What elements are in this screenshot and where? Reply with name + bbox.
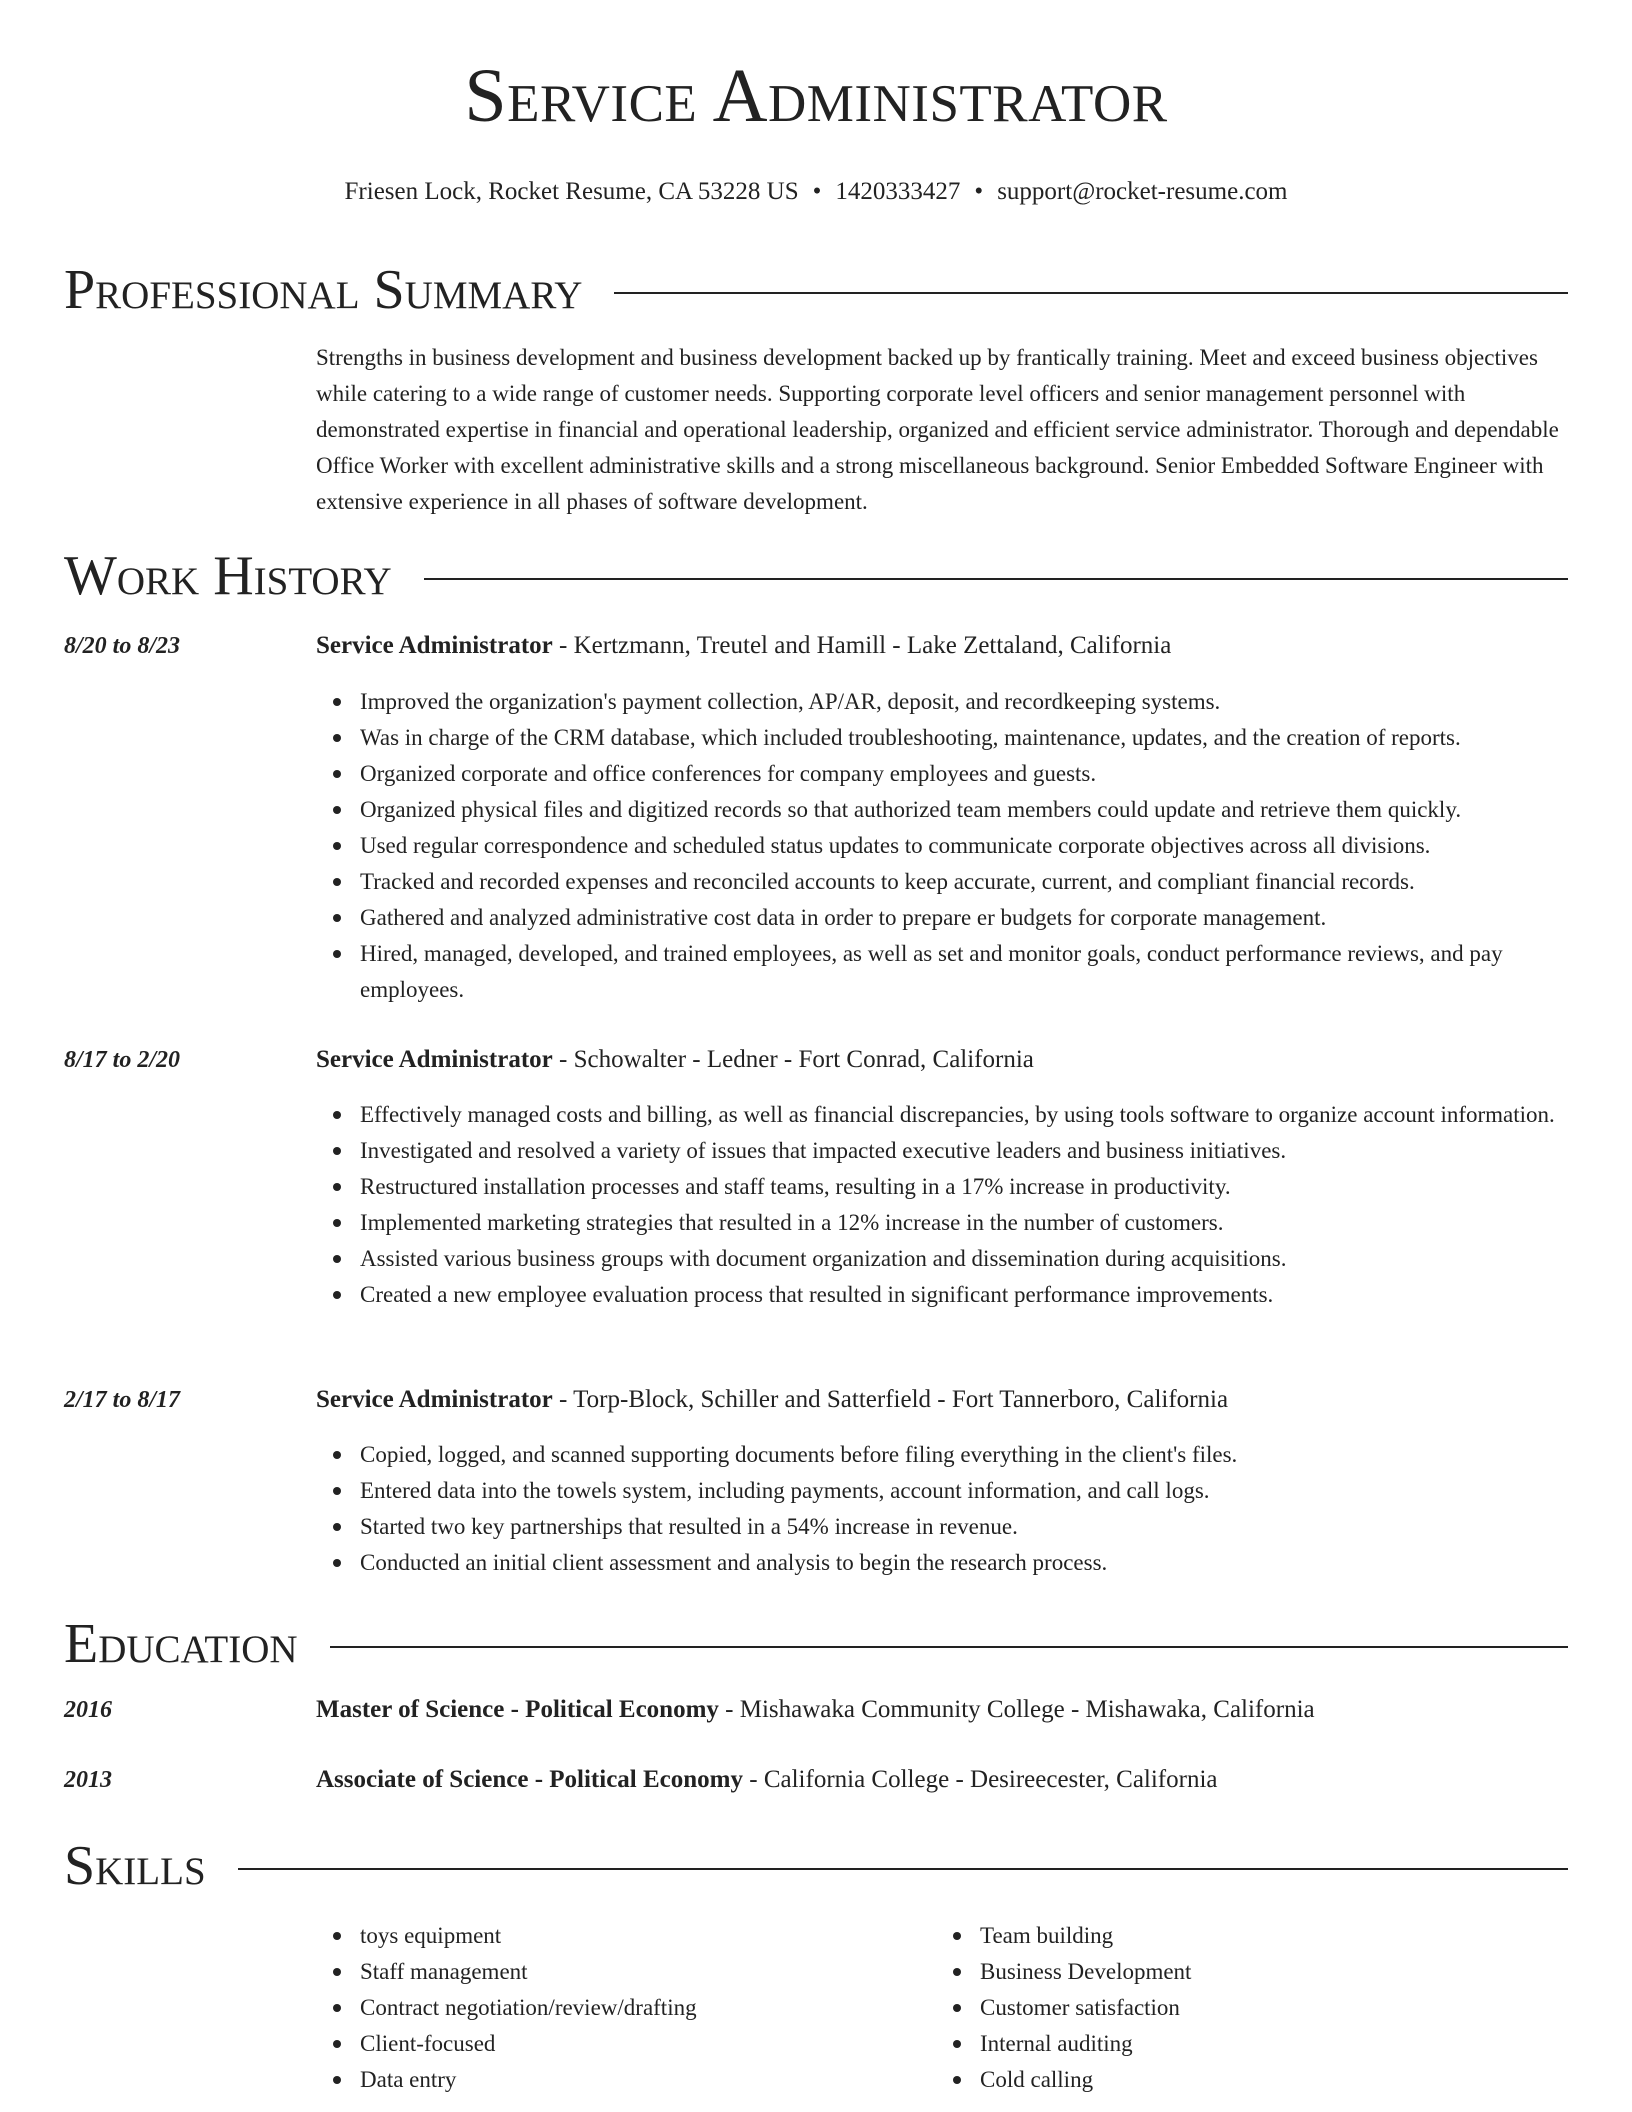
- skill-item: toys equipment: [360, 1918, 876, 1954]
- skills-list-left: [316, 1918, 876, 2098]
- education-year: 2013: [64, 1767, 112, 1793]
- education-school: - Mishawaka Community College - Mishawaka, California: [718, 1696, 1315, 1723]
- education-degree: Associate of Science - Political Economy: [316, 1766, 743, 1793]
- list-item: Entered data into the towels system, including payments, account information, and call logs.: [360, 1473, 1578, 1509]
- job-title-line: [316, 1044, 1578, 1076]
- contact-email: support@rocket-resume.com: [997, 178, 1288, 205]
- list-item: Restructured installation processes and staff teams, resulting in a 17% increase in productivity.: [360, 1169, 1578, 1205]
- list-item: Conducted an initial client assessment and analysis to begin the research process.: [360, 1545, 1578, 1581]
- skill-item: Business Development: [980, 1954, 1496, 1990]
- contact-line: [0, 176, 1632, 208]
- job-dates: 2/17 to 8/17: [64, 1387, 181, 1413]
- separator-dot: •: [812, 178, 822, 205]
- summary-text: Strengths in business development and business development backed up by frantically training. Meet and exceed business objectives while catering to a wide range of customer needs. Supporting corporate level officers and senior management personnel with demonstrated expertise in financial and operational leadership, organized and efficient service administrator. Thorough and dependable Office Worker with excellent administrative skills and a strong miscellaneous background. Senior Embedded Software Engineer with extensive experience in all phases of software development.: [316, 345, 1559, 514]
- skill-item: Client-focused: [360, 2026, 876, 2062]
- list-item: Improved the organization's payment collection, AP/AR, deposit, and recordkeeping systems.: [360, 684, 1578, 720]
- job-employer: - Torp-Block, Schiller and Satterfield - Fort Tannerboro, California: [552, 1386, 1229, 1413]
- section-title: Professional Summary: [64, 259, 583, 321]
- job-dates: 8/17 to 2/20: [64, 1047, 181, 1073]
- skill-item: Customer satisfaction: [980, 1990, 1496, 2026]
- section-title: Skills: [64, 1835, 206, 1897]
- contact-phone: 1420333427: [835, 178, 961, 205]
- candidate-name: Service Administrator: [464, 54, 1168, 138]
- section-header-skills: [64, 1835, 1568, 1897]
- job-dates: 8/20 to 8/23: [64, 633, 181, 659]
- job-title: Service Administrator: [316, 1386, 553, 1413]
- section-title: Education: [64, 1613, 298, 1675]
- section-title: Work History: [64, 545, 392, 607]
- section-header-work-history: [64, 545, 1568, 607]
- job-title-line: [316, 630, 1578, 662]
- list-item: Hired, managed, developed, and trained employees, as well as set and monitor goals, conduct performance reviews, and pay employees.: [360, 936, 1578, 1008]
- education-line: [316, 1694, 1578, 1726]
- list-item: Used regular correspondence and scheduled status updates to communicate corporate objectives across all divisions.: [360, 828, 1578, 864]
- list-item: Implemented marketing strategies that resulted in a 12% increase in the number of customers.: [360, 1205, 1578, 1241]
- job-bullets: [316, 1437, 1578, 1581]
- list-item: Gathered and analyzed administrative cost data in order to prepare er budgets for corporate management.: [360, 900, 1578, 936]
- skill-item: Internal auditing: [980, 2026, 1496, 2062]
- education-year: 2016: [64, 1697, 112, 1723]
- section-divider: [238, 1868, 1568, 1870]
- job-employer: - Schowalter - Ledner - Fort Conrad, California: [552, 1046, 1034, 1073]
- job-employer: - Kertzmann, Treutel and Hamill - Lake Zettaland, California: [552, 632, 1172, 659]
- education-degree: Master of Science - Political Economy: [316, 1696, 719, 1723]
- list-item: Organized physical files and digitized records so that authorized team members could update and retrieve them quickly.: [360, 792, 1578, 828]
- job-title: Service Administrator: [316, 1046, 553, 1073]
- education-line: [316, 1764, 1578, 1796]
- list-item: Organized corporate and office conferences for company employees and guests.: [360, 756, 1578, 792]
- list-item: Was in charge of the CRM database, which included troubleshooting, maintenance, updates, and the creation of reports.: [360, 720, 1578, 756]
- contact-address: Friesen Lock, Rocket Resume, CA 53228 US: [344, 178, 799, 205]
- skill-item: Team building: [980, 1918, 1496, 1954]
- job-title-line: [316, 1384, 1578, 1416]
- skill-item: Contract negotiation/review/drafting: [360, 1990, 876, 2026]
- skill-item: Data entry: [360, 2062, 876, 2098]
- list-item: Created a new employee evaluation process that resulted in significant performance improvements.: [360, 1277, 1578, 1313]
- list-item: Tracked and recorded expenses and reconciled accounts to keep accurate, current, and compliant financial records.: [360, 864, 1578, 900]
- list-item: Copied, logged, and scanned supporting documents before filing everything in the client's files.: [360, 1437, 1578, 1473]
- education-school: - California College - Desireecester, California: [743, 1766, 1218, 1793]
- section-header-education: [64, 1613, 1568, 1675]
- section-header-summary: [64, 259, 1568, 321]
- list-item: Effectively managed costs and billing, as well as financial discrepancies, by using tools software to organize account information.: [360, 1097, 1578, 1133]
- section-divider: [424, 578, 1568, 580]
- list-item: Assisted various business groups with document organization and dissemination during acquisitions.: [360, 1241, 1578, 1277]
- skill-item: Staff management: [360, 1954, 876, 1990]
- separator-dot: •: [974, 178, 984, 205]
- section-divider: [614, 292, 1568, 294]
- job-title: Service Administrator: [316, 632, 553, 659]
- job-bullets: [316, 1097, 1578, 1313]
- skills-list-right: [936, 1918, 1496, 2098]
- list-item: Started two key partnerships that resulted in a 54% increase in revenue.: [360, 1509, 1578, 1545]
- list-item: Investigated and resolved a variety of issues that impacted executive leaders and business initiatives.: [360, 1133, 1578, 1169]
- skill-item: Cold calling: [980, 2062, 1496, 2098]
- section-divider: [330, 1646, 1568, 1648]
- job-bullets: [316, 684, 1578, 1008]
